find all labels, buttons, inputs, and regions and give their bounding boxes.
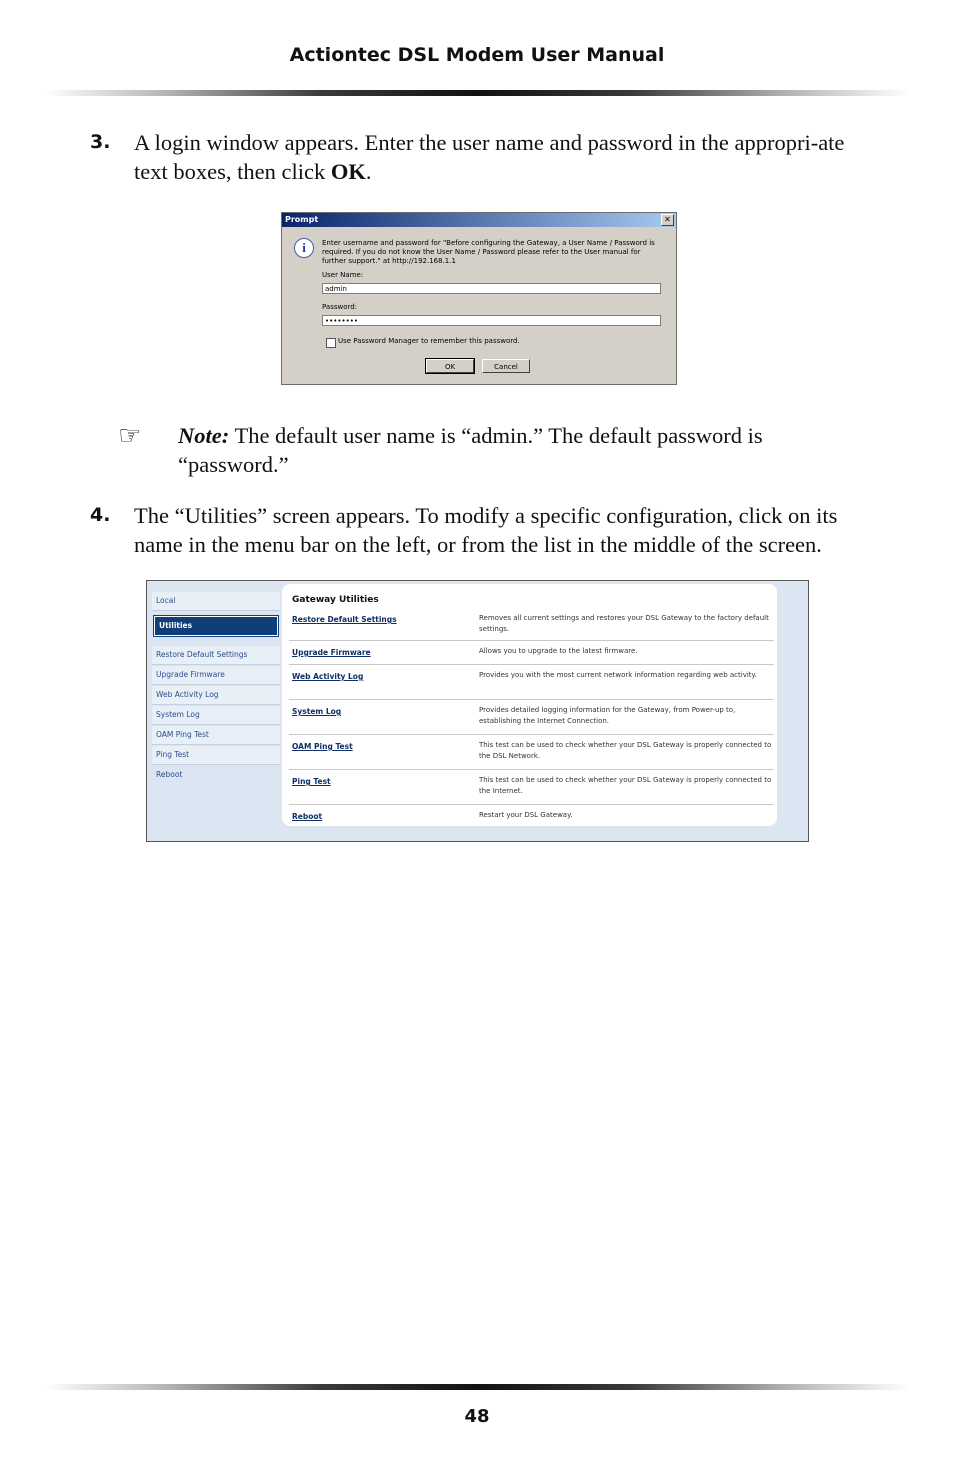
row-description: Provides detailed logging information for the Gateway, from Power-up to, establishing the Internet Connection. (479, 706, 736, 725)
upgrade-firmware-link[interactable]: Upgrade Firmware (292, 648, 371, 657)
system-log-link[interactable]: System Log (292, 707, 342, 716)
oam-ping-test-link[interactable]: OAM Ping Test (292, 742, 353, 751)
step-text: A login window appears. Enter the user name and password in the appropri-ate text boxes, then click OK. (134, 130, 845, 184)
dialog-message: Enter username and password for "Before configuring the Gateway, a User Name / Password is required. If you do not know the User Name / Password please refer to the User manual for further support." at http://192.168.1.1 (322, 239, 655, 265)
dialog-title: Prompt (285, 215, 319, 224)
list-item (289, 608, 774, 641)
username-field[interactable]: admin (322, 283, 661, 294)
row-description: Removes all current settings and restores your DSL Gateway to the factory default settings. (479, 614, 769, 633)
utilities-list (289, 608, 774, 829)
sidebar-item-system-log[interactable]: System Log (152, 706, 280, 725)
username-label: User Name: (322, 271, 364, 279)
password-label: Password: (322, 303, 358, 311)
content-title: Gateway Utilities (292, 595, 379, 605)
sidebar-item-ping-test[interactable]: Ping Test (152, 746, 280, 765)
row-description: This test can be used to check whether your DSL Gateway is properly connected to the Internet. (479, 776, 772, 795)
step-number: 4. (90, 504, 111, 526)
list-item (289, 805, 774, 829)
note-label: Note: (178, 423, 230, 448)
sidebar-item-local[interactable]: Local (152, 592, 280, 611)
scrollbar-area (779, 581, 807, 839)
sidebar-menu (152, 592, 280, 785)
utilities-screen (146, 580, 809, 842)
ok-emphasis: OK (330, 159, 366, 184)
sidebar-item-reboot[interactable]: Reboot (156, 770, 183, 779)
note-text: Note: The default user name is “admin.” The default password is “password.” (178, 423, 763, 477)
sidebar-item-oam-ping-test[interactable]: OAM Ping Test (152, 726, 280, 745)
pointing-hand-icon: ☞ (118, 421, 142, 451)
list-item (289, 700, 774, 735)
close-icon[interactable]: ✕ (661, 214, 674, 226)
footer-rule (44, 1384, 910, 1390)
list-item (289, 735, 774, 770)
info-icon: i (294, 238, 314, 258)
page-number: 48 (464, 1406, 490, 1427)
list-item (289, 770, 774, 805)
list-item (289, 641, 774, 665)
step-text: The “Utilities” screen appears. To modify a specific configuration, click on its name in the menu bar on the left, or from the list in the middle of the screen. (134, 503, 838, 557)
sidebar-item-upgrade-firmware[interactable]: Upgrade Firmware (152, 666, 280, 685)
dialog-titlebar (282, 213, 676, 227)
password-field[interactable]: •••••••• (322, 315, 661, 326)
cancel-button[interactable]: Cancel (482, 359, 530, 373)
sidebar-item-web-activity-log[interactable]: Web Activity Log (152, 686, 280, 705)
sidebar-item-utilities[interactable]: Utilities (154, 616, 278, 636)
header-rule (44, 90, 910, 96)
sidebar-item-restore-default-settings[interactable]: Restore Default Settings (152, 646, 280, 665)
page-header-title: Actiontec DSL Modem User Manual (289, 44, 665, 66)
remember-checkbox[interactable] (326, 338, 336, 348)
prompt-dialog (281, 212, 677, 385)
remember-label: Use Password Manager to remember this password. (338, 337, 520, 345)
list-item (289, 665, 774, 700)
reboot-link[interactable]: Reboot (292, 812, 323, 821)
row-description: This test can be used to check whether your DSL Gateway is properly connected to the DSL Network. (479, 741, 772, 760)
row-description: Provides you with the most current network information regarding web activity. (479, 671, 757, 679)
row-description: Allows you to upgrade to the latest firmware. (479, 647, 638, 655)
step-number: 3. (90, 131, 111, 153)
web-activity-log-link[interactable]: Web Activity Log (292, 672, 364, 681)
ok-button[interactable]: OK (426, 359, 474, 373)
ping-test-link[interactable]: Ping Test (292, 777, 331, 786)
utilities-content (282, 584, 777, 826)
restore-default-settings-link[interactable]: Restore Default Settings (292, 615, 397, 624)
row-description: Restart your DSL Gateway. (479, 811, 573, 819)
